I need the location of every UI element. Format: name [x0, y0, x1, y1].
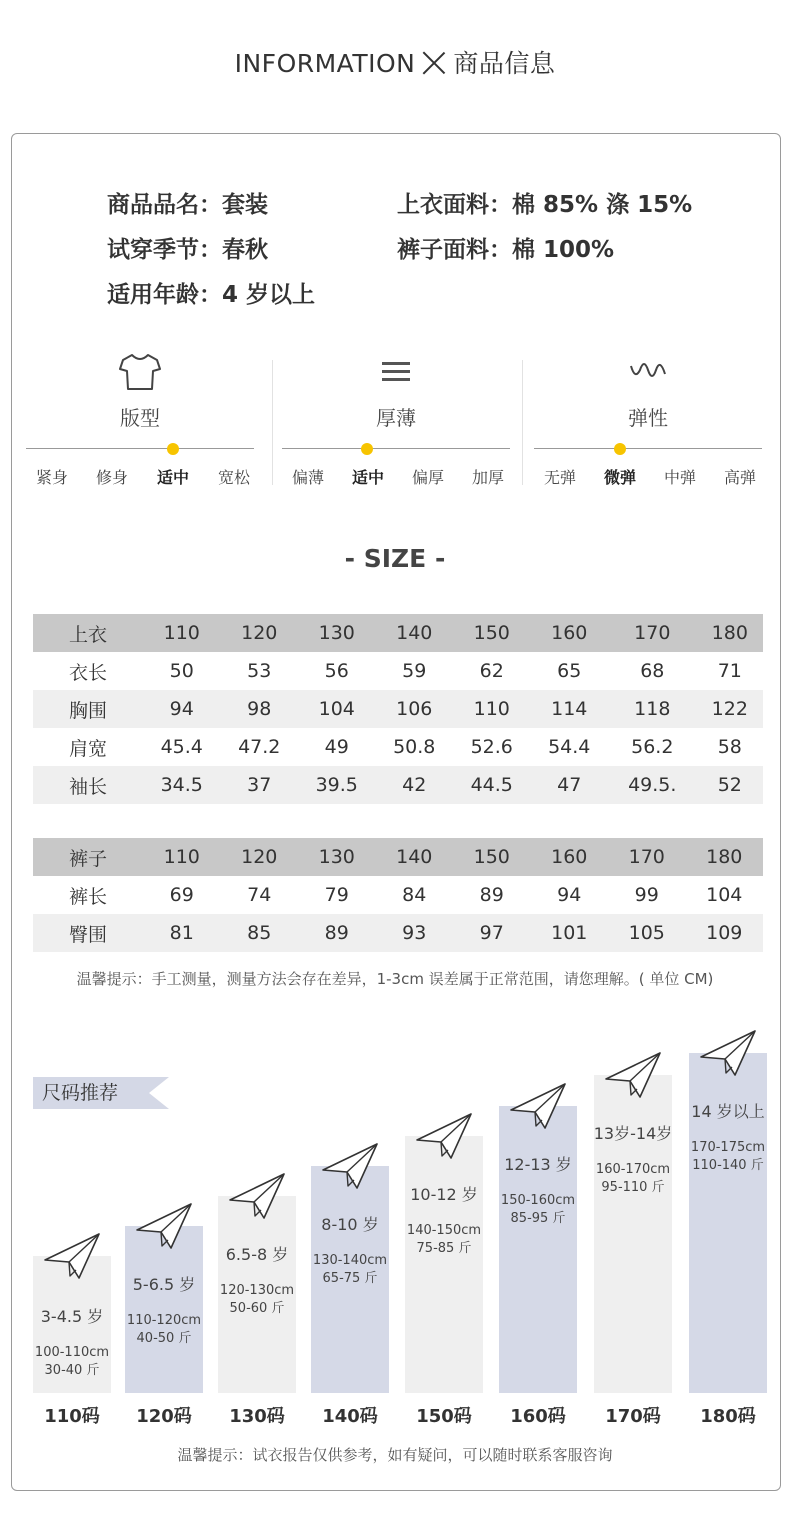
divider	[272, 360, 273, 485]
table-cell: 89	[298, 914, 376, 952]
table-cell: 39.5	[298, 766, 376, 804]
info-age: 适用年龄：4 岁以上	[107, 282, 316, 308]
table-cell: 59	[402, 660, 427, 682]
table-cell: 54.4	[548, 736, 591, 758]
table-row	[33, 914, 763, 952]
divider	[522, 360, 523, 485]
age-range: 13岁-14岁	[593, 1124, 673, 1143]
weight-range: 65-75 斤	[322, 1271, 378, 1286]
table-cell: 180	[697, 614, 763, 652]
height-range: 150-160cm	[500, 1193, 576, 1208]
paper-plane-icon	[321, 1140, 381, 1192]
table-cell: 47	[531, 766, 609, 804]
pants-size-table	[33, 838, 763, 952]
weight-range: 110-140 斤	[692, 1158, 764, 1173]
section-header	[0, 44, 790, 80]
table-cell: 110	[453, 690, 531, 728]
info-row	[107, 276, 727, 321]
table-row	[33, 876, 763, 914]
info-pants-fabric: 裤子面料：棉 100%	[397, 237, 615, 263]
size-code: 180码	[700, 1406, 756, 1427]
header-english: INFORMATION	[234, 49, 416, 78]
table-cell: 50	[169, 660, 194, 682]
weight-range: 40-50 斤	[136, 1331, 192, 1346]
attr-elasticity	[530, 350, 766, 490]
table-cell: 170	[608, 838, 686, 876]
info-row	[107, 186, 727, 231]
attr-label: 厚薄	[376, 406, 416, 430]
age-range: 12-13 岁	[504, 1155, 572, 1174]
paper-plane-icon	[135, 1200, 195, 1252]
table-cell: 94	[143, 690, 221, 728]
table-cell: 79	[324, 884, 349, 906]
table-cell: 81	[143, 914, 221, 952]
scale-line	[26, 448, 254, 449]
table-cell: 53	[247, 660, 272, 682]
table-cell: 49.5.	[608, 766, 697, 804]
table-cell: 97	[453, 914, 531, 952]
height-range: 160-170cm	[595, 1162, 671, 1177]
height-range: 110-120cm	[126, 1313, 202, 1328]
scale-marker	[361, 443, 373, 455]
table-cell: 84	[402, 884, 427, 906]
info-row	[107, 231, 727, 276]
table-cell: 68	[640, 660, 665, 682]
size-bar	[218, 1196, 296, 1393]
row-label: 臀围	[33, 914, 143, 952]
table-cell: 56	[324, 660, 349, 682]
height-range: 100-110cm	[34, 1345, 110, 1360]
spring-icon	[530, 352, 766, 392]
table-cell: 85	[221, 914, 299, 952]
height-range: 120-130cm	[219, 1283, 295, 1298]
table-cell: 74	[247, 884, 272, 906]
paper-plane-icon	[228, 1170, 288, 1222]
size-code: 140码	[322, 1406, 378, 1427]
table-cell: 114	[531, 690, 609, 728]
scale-option: 偏薄	[291, 468, 324, 487]
table-cell: 37	[221, 766, 299, 804]
scale-option: 偏厚	[411, 468, 444, 487]
info-top-fabric: 上衣面料：棉 85% 涤 15%	[397, 192, 693, 218]
weight-range: 50-60 斤	[229, 1301, 285, 1316]
row-label: 裤子	[33, 838, 143, 876]
info-product-name: 商品品名：套装	[107, 192, 268, 218]
scale-option: 紧身	[35, 468, 68, 487]
table-cell: 50.8	[393, 736, 436, 758]
size-bar	[405, 1136, 483, 1393]
table-cell: 65	[557, 660, 582, 682]
table-cell: 45.4	[160, 736, 203, 758]
table-row	[33, 728, 763, 766]
table-cell: 71	[717, 660, 742, 682]
table-cell: 120	[221, 614, 299, 652]
scale-marker	[167, 443, 179, 455]
table-header-row	[33, 614, 763, 652]
table-cell: 120	[221, 838, 299, 876]
table-cell: 140	[376, 838, 454, 876]
table-cell: 160	[531, 838, 609, 876]
table-cell: 99	[634, 884, 659, 906]
table-cell: 42	[376, 766, 454, 804]
table-cell: 150	[453, 838, 531, 876]
header-chinese: 商品信息	[453, 49, 556, 78]
table-cell: 89	[479, 884, 504, 906]
table-cell: 110	[143, 838, 221, 876]
paper-plane-icon	[604, 1049, 664, 1101]
age-range: 5-6.5 岁	[132, 1275, 196, 1294]
scale-option-selected: 微弹	[603, 468, 636, 487]
table-cell: 130	[298, 614, 376, 652]
info-season: 试穿季节：春秋	[107, 237, 268, 263]
scale-option: 修身	[95, 468, 128, 487]
row-label: 肩宽	[68, 737, 107, 760]
size-code: 120码	[136, 1406, 192, 1427]
height-range: 140-150cm	[406, 1223, 482, 1238]
table-cell: 52	[697, 766, 763, 804]
table-cell: 49	[324, 736, 349, 758]
scale-marker	[614, 443, 626, 455]
recommend-tag: 尺码推荐	[33, 1077, 169, 1109]
table-cell: 170	[608, 614, 697, 652]
table-cell: 93	[376, 914, 454, 952]
table-cell: 130	[298, 838, 376, 876]
cross-icon	[421, 50, 447, 76]
top-size-table	[33, 614, 763, 804]
age-range: 6.5-8 岁	[225, 1245, 289, 1264]
table-cell: 52.6	[470, 736, 513, 758]
table-cell: 160	[531, 614, 609, 652]
size-title: - SIZE -	[344, 544, 446, 573]
scale-option: 加厚	[471, 468, 504, 487]
height-range: 130-140cm	[312, 1253, 388, 1268]
attr-fit	[22, 350, 258, 490]
table-cell: 104	[298, 690, 376, 728]
fitting-note: 温馨提示：试衣报告仅供参考，如有疑问，可以随时联系客服咨询	[177, 1446, 613, 1464]
measurement-note: 温馨提示：手工测量，测量方法会存在差异，1-3cm 误差属于正常范围，请您理解。( 单位 CM)	[76, 970, 714, 988]
size-bar	[499, 1106, 577, 1393]
table-cell: 44.5	[453, 766, 531, 804]
layers-icon	[278, 352, 514, 392]
age-range: 10-12 岁	[410, 1185, 478, 1204]
row-label: 裤长	[68, 885, 107, 908]
table-cell: 180	[686, 838, 764, 876]
scale-option: 宽松	[217, 468, 250, 487]
row-label: 袖长	[33, 766, 143, 804]
table-cell: 105	[608, 914, 686, 952]
weight-range: 85-95 斤	[510, 1211, 566, 1226]
table-cell: 98	[221, 690, 299, 728]
paper-plane-icon	[43, 1230, 103, 1282]
table-cell: 58	[717, 736, 742, 758]
scale-option: 高弹	[723, 468, 756, 487]
scale-option-selected: 适中	[156, 468, 189, 487]
table-cell: 110	[143, 614, 221, 652]
table-cell: 56.2	[631, 736, 674, 758]
table-cell: 106	[376, 690, 454, 728]
row-label: 上衣	[33, 614, 143, 652]
attribute-scales	[22, 350, 768, 490]
table-cell: 94	[557, 884, 582, 906]
table-header-row	[33, 838, 763, 876]
table-cell: 118	[608, 690, 697, 728]
height-range: 170-175cm	[690, 1140, 766, 1155]
table-cell: 34.5	[143, 766, 221, 804]
table-cell: 104	[706, 884, 743, 906]
scale-option: 无弹	[543, 468, 576, 487]
paper-plane-icon	[415, 1110, 475, 1162]
table-cell: 101	[531, 914, 609, 952]
row-label: 胸围	[33, 690, 143, 728]
age-range: 14 岁以上	[691, 1102, 765, 1121]
attr-label: 弹性	[628, 406, 668, 430]
scale-option: 中弹	[663, 468, 696, 487]
age-range: 3-4.5 岁	[40, 1307, 104, 1326]
age-range: 8-10 岁	[321, 1215, 379, 1234]
attr-label: 版型	[120, 406, 160, 430]
size-bar	[689, 1053, 767, 1393]
table-cell: 122	[697, 690, 763, 728]
table-row	[33, 766, 763, 804]
paper-plane-icon	[509, 1080, 569, 1132]
size-bar	[311, 1166, 389, 1393]
product-info	[107, 186, 727, 321]
row-label: 衣长	[68, 661, 107, 684]
size-code: 130码	[229, 1406, 285, 1427]
table-cell: 109	[686, 914, 764, 952]
size-code: 160码	[510, 1406, 566, 1427]
tshirt-icon	[22, 352, 258, 392]
table-row	[33, 652, 763, 690]
table-cell: 140	[376, 614, 454, 652]
weight-range: 30-40 斤	[44, 1363, 100, 1378]
size-code: 150码	[416, 1406, 472, 1427]
weight-range: 75-85 斤	[416, 1241, 472, 1256]
scale-option-selected: 适中	[351, 468, 384, 487]
table-cell: 47.2	[238, 736, 281, 758]
table-cell: 62	[479, 660, 504, 682]
scale-line	[534, 448, 762, 449]
attr-thickness	[278, 350, 514, 490]
table-row	[33, 690, 763, 728]
scale-line	[282, 448, 510, 449]
size-bar	[594, 1075, 672, 1393]
weight-range: 95-110 斤	[601, 1180, 665, 1195]
paper-plane-icon	[699, 1027, 759, 1079]
table-cell: 69	[169, 884, 194, 906]
table-cell: 150	[453, 614, 531, 652]
size-code: 170码	[605, 1406, 661, 1427]
size-code: 110码	[44, 1406, 100, 1427]
